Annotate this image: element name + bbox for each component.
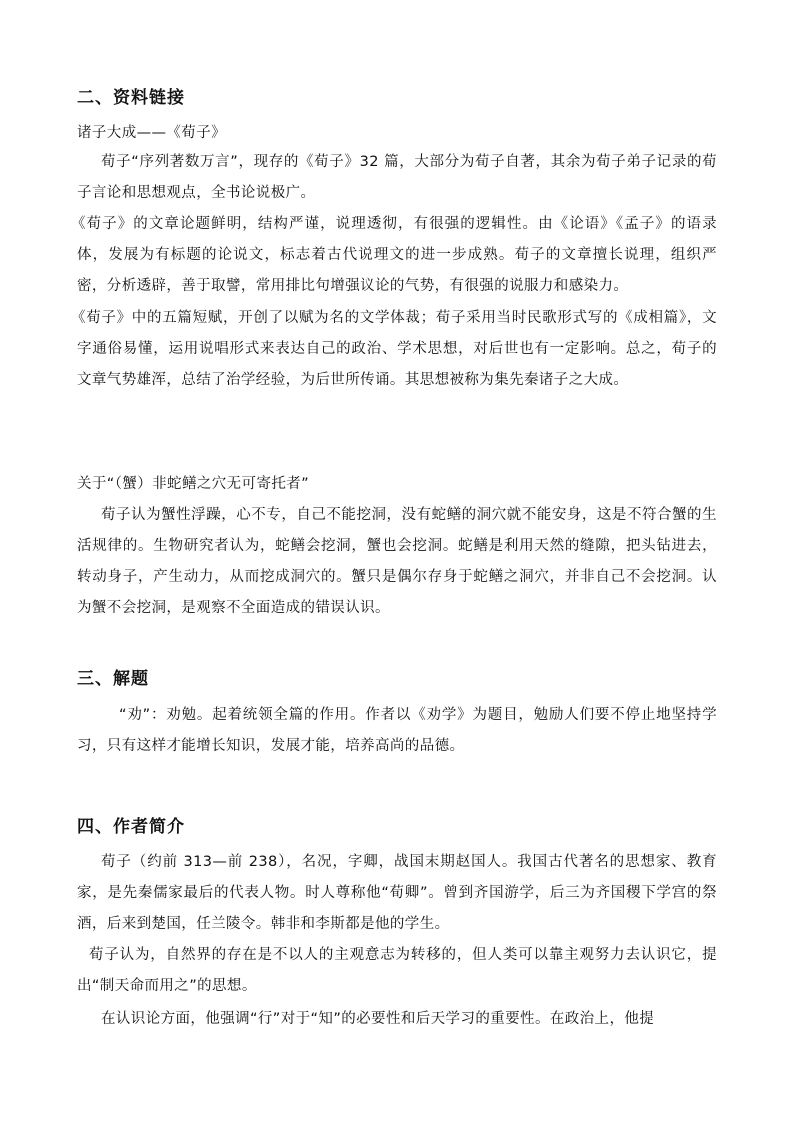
paragraph-xunzi-works: 荀子“序列著数万言”，现存的《荀子》32 篇，大部分为荀子自著，其余为荀子弟子记录的荀子言论和思想观点，全书论说极广。	[77, 154, 717, 201]
paragraph-xunzi-fu: 《荀子》中的五篇短赋，开创了以赋为名的文学体裁；荀子采用当时民歌形式写的《成相篇》，文字通俗易懂，运用说唱形式来表达自己的政治、学术思想，对后世也有一定影响。总之，荀子的文章气势雄浑，总结了治学经验，为后世所传诵。其思想被称为集先秦诸子之大成。	[71, 310, 717, 388]
subtitle-xunzi: 诸子大成——《荀子》	[77, 125, 226, 141]
paragraph-author-thought: 荀子认为，自然界的存在是不以人的主观意志为转移的，但人类可以靠主观努力去认识它，提出“制天命而用之”的思想。	[77, 947, 717, 994]
section-heading-resources: 二、资料链接	[77, 88, 185, 108]
section-heading-title-explanation: 三、解题	[77, 669, 149, 689]
section-heading-author: 四、作者简介	[77, 817, 185, 837]
paragraph-author-bio: 荀子（约前 313—前 238），名况，字卿，战国末期赵国人。我国古代著名的思想家、教育家，是先秦儒家最后的代表人物。时人尊称他“荀卿”。曾到齐国游学，后三为齐国稷下学宫的祭酒，后来到楚国，任兰陵令。韩非和李斯都是他的学生。	[77, 854, 717, 932]
paragraph-xunzi-style: 《荀子》的文章论题鲜明，结构严谨，说理透彻，有很强的逻辑性。由《论语》《孟子》的语录体，发展为有标题的论说文，标志着古代说理文的进一步成熟。荀子的文章擅长说理，组织严密，分析透辟，善于取譬，常用排比句增强议论的气势，有很强的说服力和感染力。	[71, 216, 717, 294]
subtitle-crab: 关于“（蟹）非蛇鳝之穴无可寄托者”	[77, 476, 310, 492]
paragraph-title-explanation: “劝”：劝勉。起着统领全篇的作用。作者以《劝学》为题目，勉励人们要不停止地坚持学习，只有这样才能增长知识，发展才能，培养高尚的品德。	[77, 707, 717, 754]
paragraph-author-epistemology: 在认识论方面，他强调“行”对于“知”的必要性和后天学习的重要性。在政治上，他提	[101, 1011, 655, 1027]
paragraph-crab: 荀子认为蟹性浮躁，心不专，自己不能挖洞，没有蛇鳝的洞穴就不能安身，这是不符合蟹的生活规律的。生物研究者认为，蛇鳝会挖洞，蟹也会挖洞。蛇鳝是利用天然的缝隙，把头钻进去，转动身子，产生动力，从而挖成洞穴的。蟹只是偶尔存身于蛇鳝之洞穴，并非自己不会挖洞。认为蟹不会挖洞，是观察不全面造成的错误认识。	[77, 507, 717, 616]
